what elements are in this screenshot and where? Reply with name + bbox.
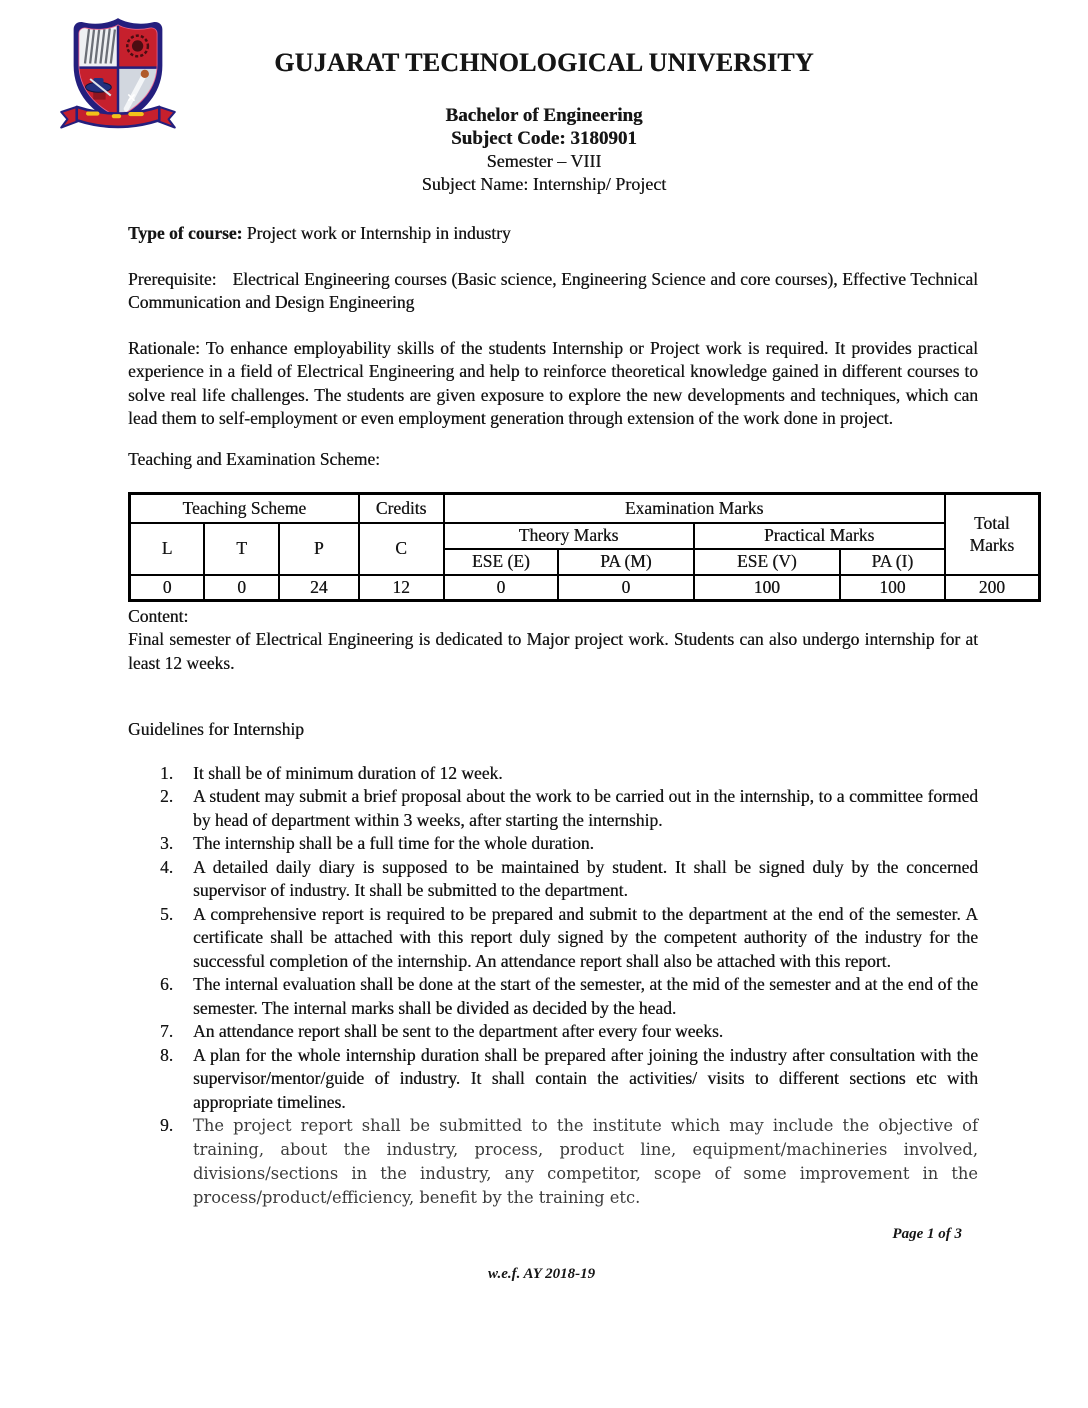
item-text: It shall be of minimum duration of 12 week. xyxy=(193,762,503,783)
content-section xyxy=(128,605,978,676)
list-item xyxy=(160,903,978,974)
item-text: A student may submit a brief proposal about the work to be carried out in the internship, to a committee formed by head of department within 3 weeks, after starting the internship. xyxy=(193,786,978,830)
list-item xyxy=(160,832,978,856)
list-item xyxy=(160,1020,978,1044)
scheme-heading: Teaching and Examination Scheme: xyxy=(128,449,380,469)
item-text: An attendance report shall be sent to the department after every four weeks. xyxy=(193,1021,724,1041)
list-item xyxy=(160,1114,978,1210)
type-of-course-value: Project work or Internship in industry xyxy=(246,223,511,243)
item-number: 6. xyxy=(160,974,174,994)
content-heading: Content: xyxy=(128,605,189,626)
th-c: C xyxy=(359,523,444,575)
item-number: 8. xyxy=(160,1044,174,1065)
th-ese-v: ESE (V) xyxy=(694,549,840,575)
val-p: 24 xyxy=(279,575,359,601)
val-ese-v: 100 xyxy=(694,575,840,601)
val-pa-m: 0 xyxy=(558,575,693,601)
item-number: 4. xyxy=(160,856,174,877)
item-number: 9. xyxy=(160,1115,174,1135)
content-text: Final semester of Electrical Engineering is dedicated to Major project work. Students can also undergo internship for at least 12 weeks. xyxy=(128,629,978,673)
scheme-table xyxy=(128,492,1041,602)
item-text: A plan for the whole internship duration shall be prepared after joining the industry after consultation with the supervisor/mentor/guide of industry. It shall contain the activities/ visits to different sections etc with appropriate timelines. xyxy=(193,1044,978,1112)
th-practical-marks: Practical Marks xyxy=(694,523,945,549)
list-item xyxy=(160,856,978,903)
th-total-marks: Total Marks xyxy=(945,493,1040,575)
page-number: Page 1 of 3 xyxy=(892,1226,962,1242)
th-ese-e: ESE (E) xyxy=(444,549,559,575)
type-of-course-label: Type of course: xyxy=(128,223,243,243)
item-text: The project report shall be submitted to the institute which may include the objective of training, about the industry, process, product line, equipment/machineries involved, divisions/sections in the industry, any competitor, scope of some improvement in the process/product/efficiency, benefit by the training etc. xyxy=(193,1116,978,1207)
th-p: P xyxy=(279,523,359,575)
th-theory-marks: Theory Marks xyxy=(444,523,694,549)
type-of-course xyxy=(128,222,978,246)
item-text: The internship shall be a full time for the whole duration. xyxy=(193,833,594,853)
val-c: 12 xyxy=(359,575,444,601)
list-item xyxy=(160,785,978,832)
item-text: A comprehensive report is required to be prepared and submit to the department at the end of the semester. A certificate shall be attached with this report duly signed by the competent authority of the industry for the successful completion of the internship. An attendance report shall also be attached with this report. xyxy=(193,903,978,971)
degree-line: Bachelor of Engineering xyxy=(445,105,643,126)
val-l: 0 xyxy=(130,575,205,601)
item-number: 3. xyxy=(160,833,174,853)
semester-line: Semester – VIII xyxy=(486,151,602,171)
prerequisite-label: Prerequisite: xyxy=(128,268,217,289)
list-item xyxy=(160,1044,978,1115)
item-text: A detailed daily diary is supposed to be maintained by student. It shall be signed duly by the concerned supervisor of industry. It shall be submitted to the department. xyxy=(193,856,978,900)
list-item xyxy=(160,762,978,786)
th-l: L xyxy=(130,523,205,575)
guidelines-heading: Guidelines for Internship xyxy=(128,719,304,739)
val-t: 0 xyxy=(204,575,279,601)
prerequisite xyxy=(128,268,978,315)
prerequisite-value: Electrical Engineering courses (Basic science, Engineering Science and core courses), Effective Technical Communication and Design Engineering xyxy=(128,268,978,312)
th-teaching-scheme: Teaching Scheme xyxy=(130,493,359,523)
subject-name-line: Subject Name: Internship/ Project xyxy=(421,173,667,194)
th-examination-marks: Examination Marks xyxy=(444,493,945,523)
th-pa-m: PA (M) xyxy=(558,549,693,575)
list-item xyxy=(160,973,978,1020)
wef-note: w.e.f. AY 2018-19 xyxy=(488,1266,596,1282)
item-number: 7. xyxy=(160,1021,174,1041)
val-pa-i: 100 xyxy=(840,575,945,601)
page-title: GUJARAT TECHNOLOGICAL UNIVERSITY xyxy=(274,48,814,77)
subject-code-line: Subject Code: 3180901 xyxy=(451,127,637,149)
rationale: Rationale: To enhance employability skills of the students Internship or Project work is required. It provides practical experience in a field of Electrical Engineering and help to reinforce theoretical knowledge gained in different courses to solve real life challenges. The students are given exposure to explore the new developments and techniques, which can lead them to self-employment or even employment generation through extension of the work done in project. xyxy=(128,337,978,428)
item-number: 1. xyxy=(160,762,174,783)
th-t: T xyxy=(204,523,279,575)
item-number: 5. xyxy=(160,903,174,924)
val-total: 200 xyxy=(945,575,1040,601)
university-logo xyxy=(56,14,180,144)
item-number: 2. xyxy=(160,786,174,806)
guidelines-list xyxy=(128,762,978,1211)
th-credits: Credits xyxy=(359,493,444,523)
val-ese-e: 0 xyxy=(444,575,559,601)
th-pa-i: PA (I) xyxy=(840,549,945,575)
item-text: The internal evaluation shall be done at the start of the semester, at the mid of the semester and at the end of the semester. The internal marks shall be divided as decided by the head. xyxy=(193,974,978,1018)
